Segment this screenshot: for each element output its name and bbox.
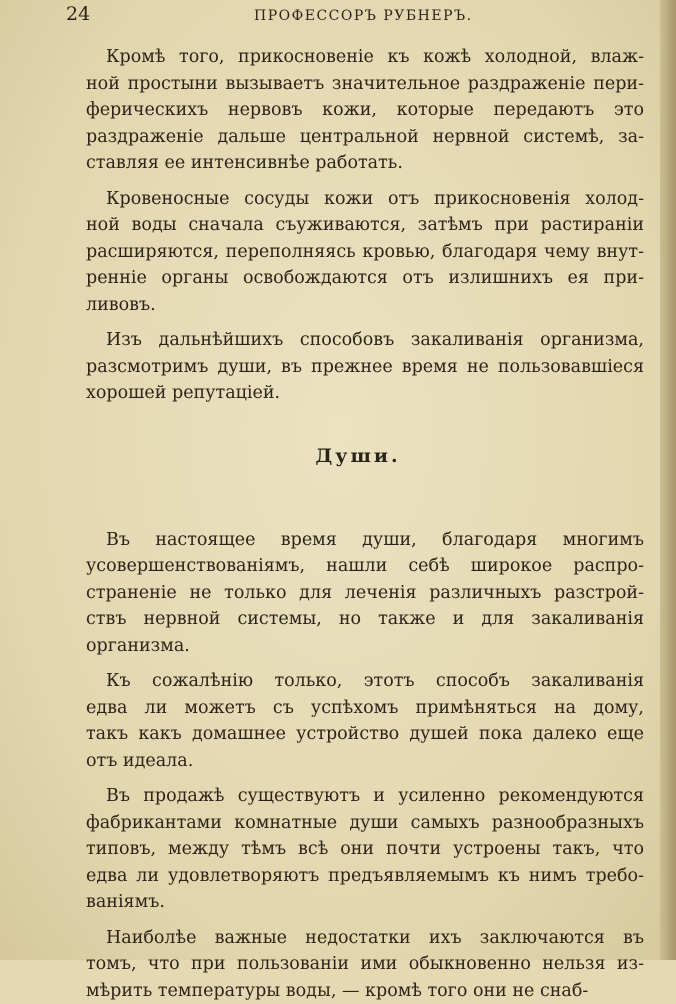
text-line: ферическихъ нервовъ кожи, которые передаютъ это (86, 97, 644, 124)
text-line: ной воды сначала съуживаются, затѣмъ при растираніи (86, 212, 644, 239)
text-line: ставляя ее интенсивнѣе работать. (86, 150, 644, 177)
text-line: Кровеносные сосуды кожи отъ прикосновенія холод- (86, 186, 644, 213)
text-line: едва ли удовлетворяютъ предъявляемымъ къ нимъ требо- (86, 863, 644, 890)
text-line: ливовъ. (86, 292, 644, 319)
paragraph (86, 925, 644, 1004)
page-header (66, 2, 626, 28)
paragraph (86, 186, 644, 319)
text-line: ной простыни вызываетъ значительное раздраженіе пери- (86, 71, 644, 98)
page-body (86, 44, 644, 1004)
text-after-heading (86, 527, 644, 1004)
text-line: реннiе органы освобождаются отъ излишнихъ ея при- (86, 265, 644, 292)
paragraph (86, 44, 644, 177)
paragraph-gap (86, 177, 644, 186)
text-line: отъ идеала. (86, 748, 644, 775)
text-line: Къ сожалѣнію только, этотъ способъ закаливанія (86, 668, 644, 695)
paragraph-gap (86, 318, 644, 327)
text-line: усовершенствованіямъ, нашли себѣ широкое распро- (86, 553, 644, 580)
text-line: типовъ, между тѣмъ всѣ они почти устроены такъ, что (86, 836, 644, 863)
paragraph (86, 527, 644, 660)
text-line: организма. (86, 633, 644, 660)
text-before-heading (86, 44, 644, 407)
paragraph-gap (86, 659, 644, 668)
paragraph (86, 668, 644, 774)
paragraph (86, 783, 644, 916)
running-head: ПРОФЕССОРЪ РУБНЕРЪ. (254, 6, 473, 26)
text-line: томъ, что при пользованіи ими обыкновенно нельзя из- (86, 951, 644, 978)
text-line: Наиболѣе важные недостатки ихъ заключаются въ (86, 925, 644, 952)
text-line: мѣрить температуры воды, — кромѣ того они не снаб- (86, 978, 644, 1004)
text-line: Въ продажѣ существуютъ и усиленно рекомендуются (86, 783, 644, 810)
section-heading: Души. (72, 407, 644, 527)
text-line: фабрикантами комнатные души самыхъ разнообразныхъ (86, 810, 644, 837)
text-line: хорошей репутаціей. (86, 380, 644, 407)
page-edge-shadow (660, 0, 676, 960)
text-line: расширяются, переполняясь кровью, благодаря чему внут- (86, 239, 644, 266)
text-line: Кромѣ того, прикосновеніе къ кожѣ холодной, влаж- (86, 44, 644, 71)
text-line: разсмотримъ души, въ прежнее время не пользовавшіеся (86, 354, 644, 381)
text-line: ствъ нервной системы, но также и для закаливанія (86, 606, 644, 633)
text-line: Въ настоящее время души, благодаря многимъ (86, 527, 644, 554)
paragraph-gap (86, 774, 644, 783)
text-line: такъ какъ домашнее устройство душей пока далеко еще (86, 721, 644, 748)
text-line: ваніямъ. (86, 889, 644, 916)
text-line: раздраженіе дальше центральной нервной системѣ, за- (86, 124, 644, 151)
paragraph (86, 327, 644, 407)
paragraph-gap (86, 916, 644, 925)
text-line: страненіе не только для леченія различныхъ разстрой- (86, 580, 644, 607)
text-line: едва ли можетъ съ успѣхомъ примѣняться на дому, (86, 695, 644, 722)
page-number: 24 (66, 2, 90, 26)
text-line: Изъ дальнѣйшихъ способовъ закаливанія организма, (86, 327, 644, 354)
